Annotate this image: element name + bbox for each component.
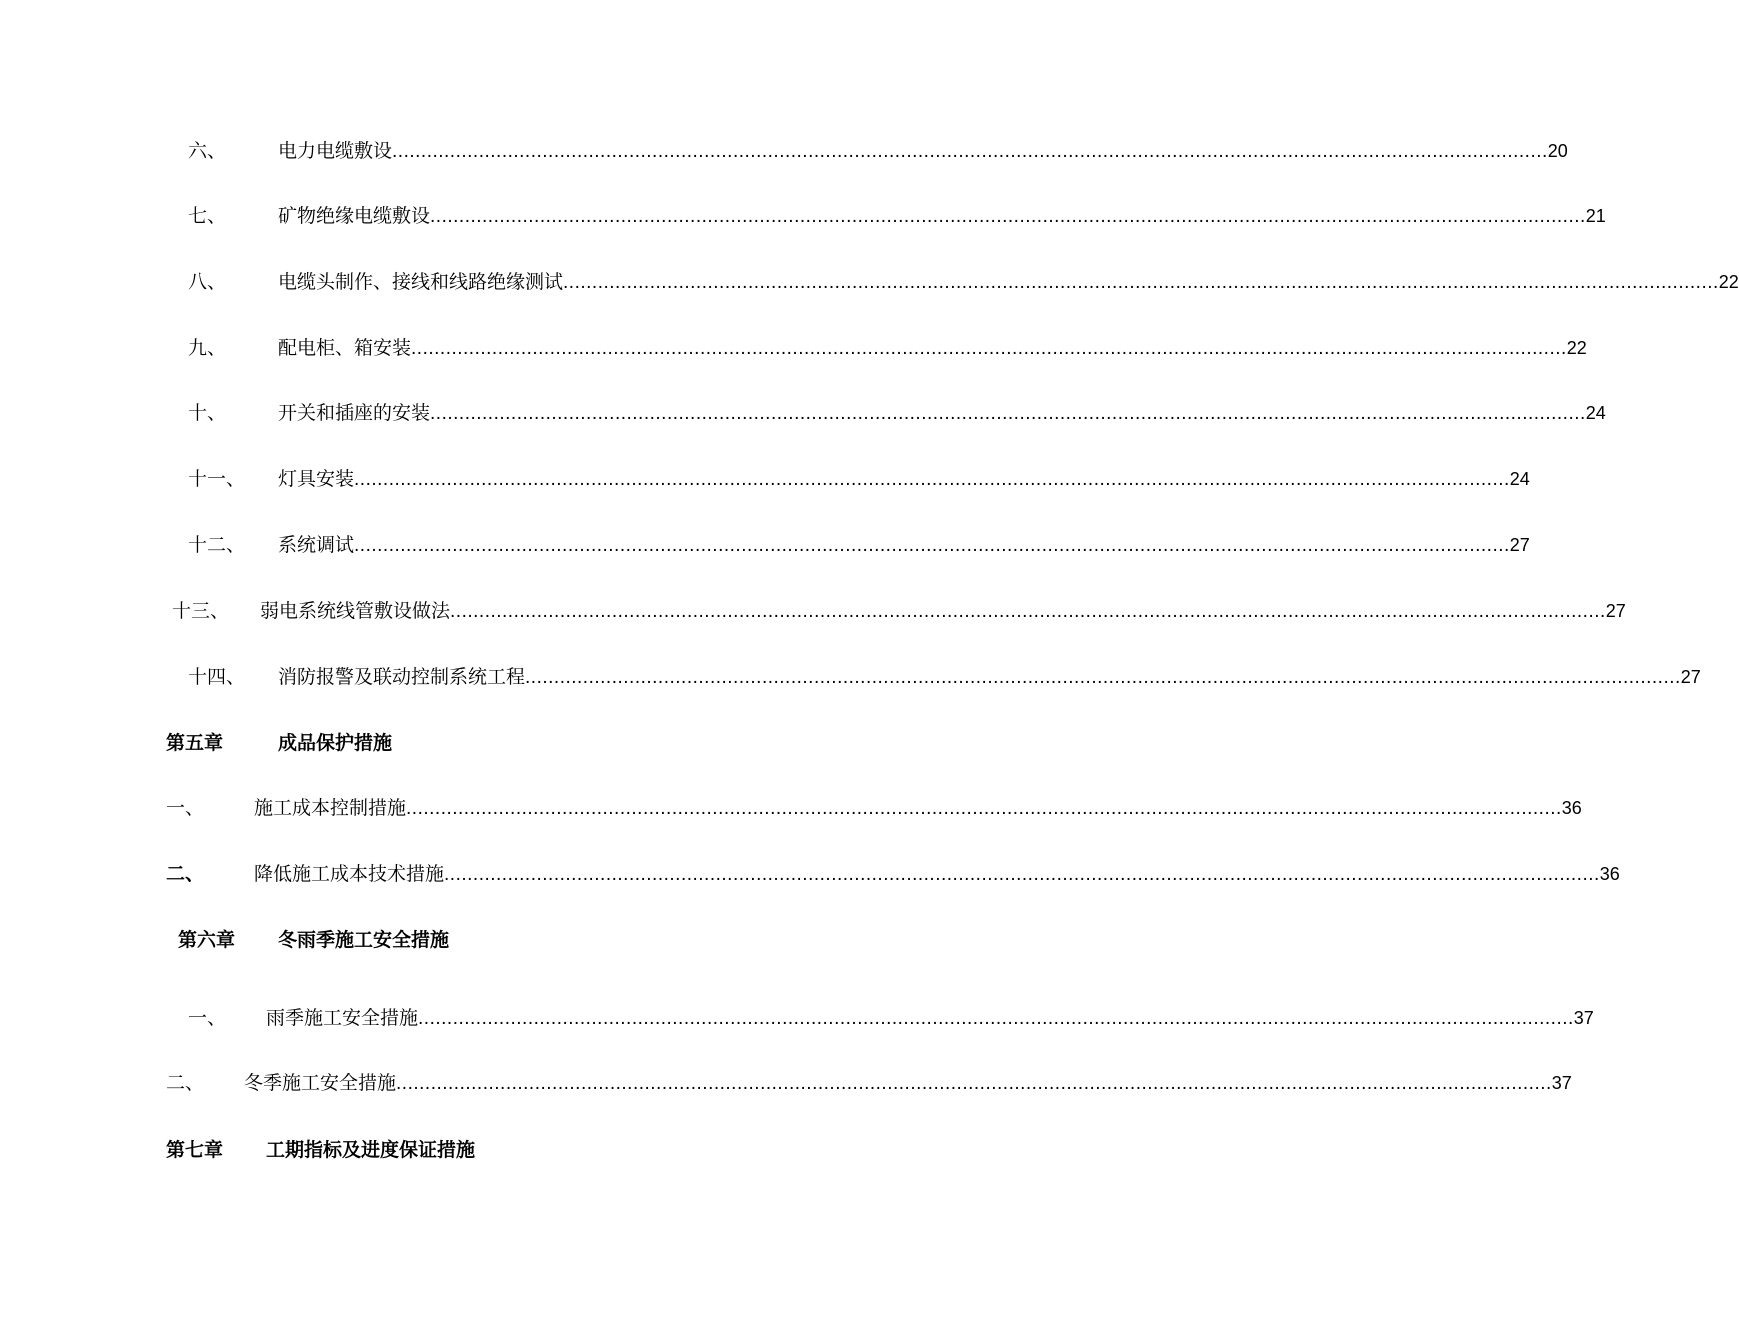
toc-entry[interactable]	[188, 1003, 1594, 1033]
toc-leader-dots: ........................................................................................................................................................................................................	[354, 469, 1510, 490]
toc-entry[interactable]	[188, 333, 1587, 363]
toc-entry-page: 36	[1599, 864, 1620, 884]
toc-entry-title: 消防报警及联动控制系统工程	[278, 666, 526, 688]
toc-entry[interactable]	[188, 398, 1606, 428]
toc-entry-page: 21	[1585, 206, 1606, 226]
toc-entry-number: 九、	[188, 337, 227, 359]
toc-entry-page: 24	[1509, 469, 1530, 489]
chapter-number: 第七章	[166, 1139, 224, 1161]
toc-entry-number: 八、	[188, 271, 227, 293]
toc-entry[interactable]	[188, 464, 1530, 494]
toc-entry[interactable]	[166, 859, 1620, 889]
chapter-title: 工期指标及进度保证措施	[266, 1139, 476, 1161]
chapter-heading[interactable]	[166, 1135, 546, 1165]
toc-entry-title: 电力电缆敷设	[278, 140, 393, 162]
chapter-title: 冬雨季施工安全措施	[278, 929, 450, 951]
toc-entry[interactable]	[166, 1068, 1572, 1098]
toc-entry-page: 36	[1561, 798, 1582, 818]
toc-entry-title: 电缆头制作、接线和线路绝缘测试	[278, 271, 564, 293]
toc-entry-number: 七、	[188, 205, 227, 227]
toc-entry-title: 配电柜、箱安装	[278, 337, 412, 359]
toc-leader-dots: ........................................................................................................................................................................................................	[450, 601, 1606, 622]
chapter-number: 第六章	[178, 929, 236, 951]
toc-entry-title: 雨季施工安全措施	[266, 1007, 419, 1029]
toc-entry[interactable]	[188, 530, 1530, 560]
toc-entry-number: 六、	[188, 140, 227, 162]
toc-entry-number: 十二、	[188, 534, 246, 556]
toc-leader-dots: ........................................................................................................................................................................................................	[444, 864, 1600, 885]
toc-entry[interactable]	[172, 596, 1626, 626]
toc-entry-number: 十、	[188, 402, 227, 424]
toc-entry-title: 施工成本控制措施	[254, 797, 407, 819]
toc-entry[interactable]	[188, 136, 1568, 166]
toc-entry-number: 二、	[166, 863, 205, 885]
toc-entry-title: 系统调试	[278, 534, 355, 556]
toc-entry-page: 27	[1509, 535, 1530, 555]
toc-entry-number: 一、	[188, 1007, 227, 1029]
toc-entry[interactable]	[188, 201, 1606, 231]
toc-entry[interactable]	[166, 793, 1582, 823]
toc-leader-dots: ........................................................................................................................................................................................................	[563, 272, 1719, 293]
toc-entry-page: 37	[1551, 1073, 1572, 1093]
chapter-number: 第五章	[166, 732, 224, 754]
toc-entry-title: 开关和插座的安装	[278, 402, 431, 424]
toc-entry-title: 降低施工成本技术措施	[254, 863, 445, 885]
toc-leader-dots: ........................................................................................................................................................................................................	[430, 403, 1586, 424]
toc-entry-page: 37	[1573, 1008, 1594, 1028]
toc-leader-dots: ........................................................................................................................................................................................................	[411, 338, 1567, 359]
toc-entry[interactable]	[188, 267, 1739, 297]
toc-entry-number: 十四、	[188, 666, 246, 688]
toc-leader-dots: ........................................................................................................................................................................................................	[406, 798, 1562, 819]
toc-leader-dots: ........................................................................................................................................................................................................	[430, 206, 1586, 227]
toc-entry-number: 二、	[166, 1072, 205, 1094]
toc-entry-number: 一、	[166, 797, 205, 819]
chapter-heading[interactable]	[166, 728, 466, 758]
toc-leader-dots: ........................................................................................................................................................................................................	[418, 1008, 1574, 1029]
toc-leader-dots: ........................................................................................................................................................................................................	[525, 667, 1681, 688]
toc-leader-dots: ........................................................................................................................................................................................................	[392, 141, 1548, 162]
toc-entry-title: 弱电系统线管敷设做法	[260, 600, 451, 622]
toc-entry[interactable]	[188, 662, 1701, 692]
toc-entry-page: 22	[1718, 272, 1739, 292]
toc-entry-page: 24	[1585, 403, 1606, 423]
toc-entry-page: 27	[1605, 601, 1626, 621]
toc-entry-page: 27	[1680, 667, 1701, 687]
toc-entry-number: 十一、	[188, 468, 246, 490]
toc-leader-dots: ........................................................................................................................................................................................................	[396, 1073, 1552, 1094]
toc-entry-title: 冬季施工安全措施	[244, 1072, 397, 1094]
toc-entry-page: 22	[1566, 338, 1587, 358]
toc-leader-dots: ........................................................................................................................................................................................................	[354, 535, 1510, 556]
chapter-title: 成品保护措施	[278, 732, 393, 754]
toc-entry-number: 十三、	[172, 600, 230, 622]
toc-entry-page: 20	[1547, 141, 1568, 161]
chapter-heading[interactable]	[178, 925, 498, 955]
toc-entry-title: 灯具安装	[278, 468, 355, 490]
toc-entry-title: 矿物绝缘电缆敷设	[278, 205, 431, 227]
